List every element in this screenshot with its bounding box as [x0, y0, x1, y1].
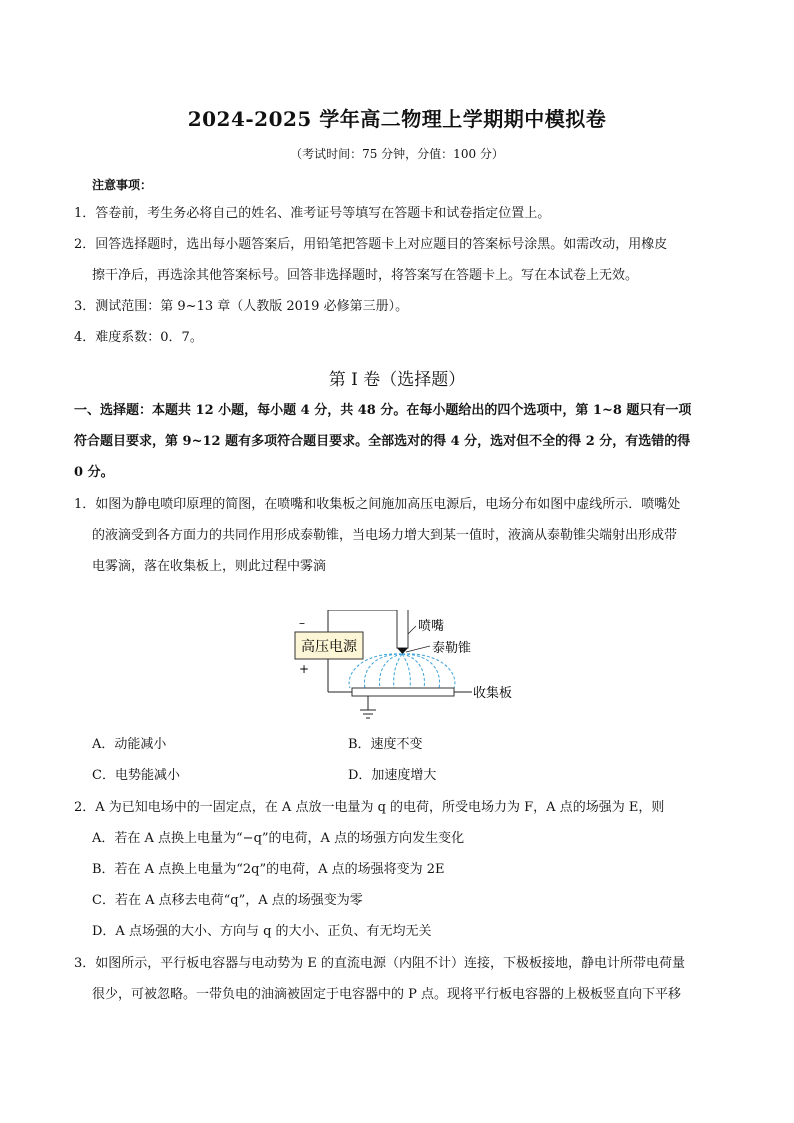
high-voltage-source-label: 高压电源: [301, 639, 357, 655]
q2-stem: 2．A 为已知电场中的一固定点，在 A 点放一电量为 q 的电荷，所受电场力为 F，A 点的场强为 E，则: [74, 800, 665, 815]
section-title: 第 I 卷（选择题）: [328, 370, 466, 390]
q1-option-c: C．电势能减小: [92, 768, 180, 783]
electric-field-lines: [349, 654, 455, 688]
q2-option-a: A．若在 A 点换上电量为“−q”的电荷，A 点的场强方向发生变化: [92, 831, 465, 846]
instruction-line-2: 符合题目要求，第 9~12 题有多项符合题目要求。全部选对的得 4 分，选对但不全的得 2 分，有选错的得: [74, 434, 691, 449]
nozzle: [397, 610, 408, 648]
q1-line-3: 电雾滴，落在收集板上，则此过程中雾滴: [92, 559, 327, 574]
q2-option-b: B．若在 A 点换上电量为“2q”的电荷，A 点的场强将变为 2E: [92, 862, 445, 877]
q1-line-2: 的液滴受到各方面力的共同作用形成泰勒锥，当电场力增大到某一值时，液滴从泰勒锥尖端射出形成带: [92, 528, 678, 543]
notice-heading: 注意事项：: [92, 178, 153, 192]
q1-option-d: D．加速度增大: [348, 768, 437, 783]
notice-item-4: 4．难度系数：0．7。: [74, 330, 203, 345]
q2-option-d: D．A 点场强的大小、方向与 q 的大小、正负、有无均无关: [92, 924, 432, 939]
notice-item-3: 3．测试范围：第 9~13 章（人教版 2019 必修第三册）。: [74, 299, 409, 314]
collecting-plate: [352, 688, 454, 696]
exam-subtitle: （考试时间：75 分钟，分值：100 分）: [290, 147, 504, 161]
spray-printing-figure: [290, 610, 530, 728]
taylor-cone: [397, 648, 408, 654]
q3-line-1: 3．如图所示，平行板电容器与电动势为 E 的直流电源（内阻不计）连接，下极板接地，静电计所带电荷量: [74, 956, 686, 971]
instruction-line-3: 0 分。: [74, 465, 114, 480]
collecting-plate-label: 收集板: [473, 686, 513, 701]
taylor-cone-label: 泰勒锥: [432, 641, 472, 656]
plus-sign: +: [299, 662, 310, 676]
nozzle-label: 喷嘴: [418, 619, 445, 634]
q1-option-a: A．动能减小: [92, 737, 167, 752]
notice-item-2-cont: 擦干净后，再选涂其他答案标号。回答非选择题时，将答案写在答题卡上。写在本试卷上无效。: [92, 268, 639, 283]
q1-line-1: 1．如图为静电喷印原理的简图，在喷嘴和收集板之间施加高压电源后，电场分布如图中虚线所示．喷嘴处: [74, 497, 681, 512]
notice-item-1: 1．答卷前，考生务必将自己的姓名、准考证号等填写在答题卡和试卷指定位置上。: [74, 206, 551, 221]
instruction-line-1: 一、选择题：本题共 12 小题，每小题 4 分，共 48 分。在每小题给出的四个选项中，第 1~8 题只有一项: [74, 403, 692, 418]
exam-title: 2024-2025 学年高二物理上学期期中模拟卷: [187, 107, 607, 131]
q2-option-c: C．若在 A 点移去电荷“q”，A 点的场强变为零: [92, 893, 363, 908]
q1-option-b: B．速度不变: [348, 737, 423, 752]
notice-item-2: 2．回答选择题时，选出每小题答案后，用铅笔把答题卡上对应题目的答案标号涂黑。如需改动，用橡皮: [74, 237, 668, 252]
minus-sign: –: [299, 616, 305, 630]
q3-line-2: 很少，可被忽略。一带负电的油滴被固定于电容器中的 P 点。现将平行板电容器的上极板竖直向下平移: [92, 987, 682, 1002]
